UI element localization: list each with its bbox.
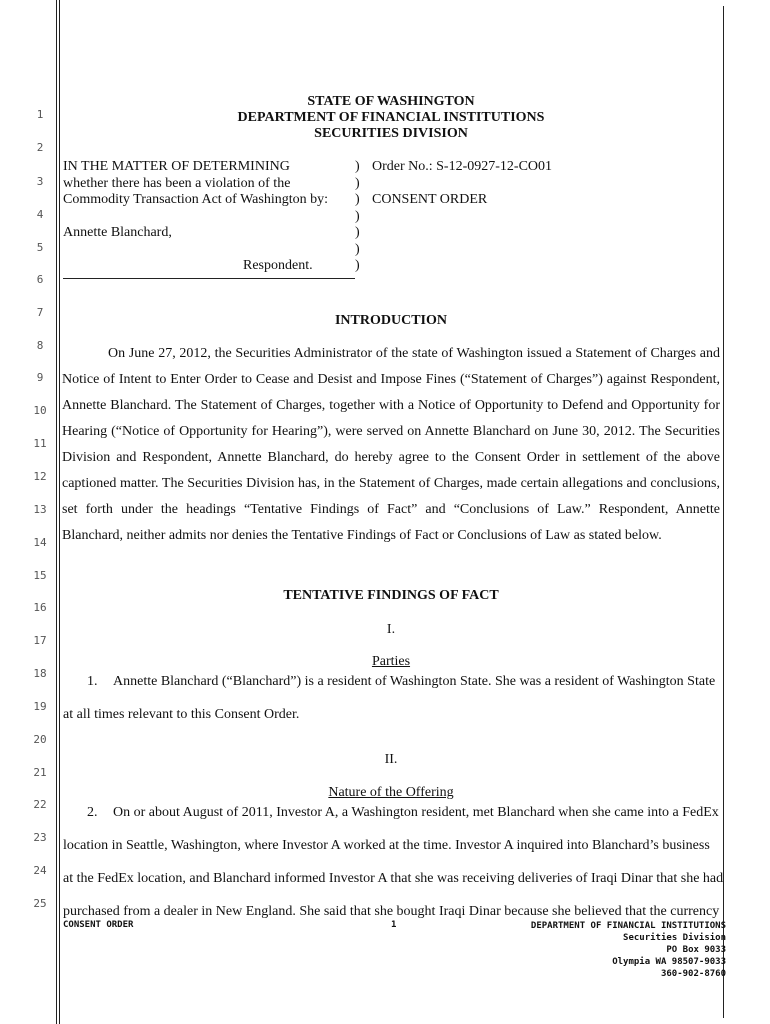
caption-respondent-label: Respondent. xyxy=(243,258,313,273)
line-number: 13 xyxy=(33,503,47,516)
footer-page-number: 1 xyxy=(391,920,397,930)
line-number: 11 xyxy=(33,437,47,450)
caption-matter-line: IN THE MATTER OF DETERMINING xyxy=(63,159,290,174)
paragraph-2-line: location in Seattle, Washington, where Investor A worked at the time. Investor A inquired into Blanchard’s business xyxy=(63,838,710,853)
line-number: 21 xyxy=(33,766,47,779)
section-1-title-text: Parties xyxy=(371,654,411,669)
line-number: 18 xyxy=(33,667,47,680)
footer-document-title: CONSENT ORDER xyxy=(63,920,134,930)
caption-matter-line: whether there has been a violation of the xyxy=(63,176,291,191)
introduction-heading: INTRODUCTION xyxy=(334,313,447,328)
section-2-title xyxy=(62,785,720,801)
header-department: DEPARTMENT OF FINANCIAL INSTITUTIONS xyxy=(237,110,545,125)
footer-address-line: Securities Division xyxy=(623,933,726,943)
caption-paren: ) xyxy=(355,159,360,174)
caption-paren: ) xyxy=(355,192,360,207)
footer-address-line: Olympia WA 98507-9033 xyxy=(612,957,726,967)
line-number: 23 xyxy=(33,831,47,844)
line-number: 1 xyxy=(36,108,44,121)
right-margin-line xyxy=(723,6,724,1018)
introduction-text: On June 27, 2012, the Securities Administrator of the state of Washington issued a Statement of Charges and Notice of Intent to Enter Order to Cease and Desist and Impose Fines (“Statement of Charges”) against Respondent, Annette Blanchard. The Statement of Charges, together with a Notice of Opportunity to Defend and Opportunity for Hearing (“Notice of Opportunity for Hearing”), were served on Annette Blanchard on June 30, 2012. The Securities Division and Respondent, Annette Blanchard, do hereby agree to the Consent Order in settlement of the above captioned matter. The Securities Division has, in the Statement of Charges, made certain allegations and conclusions, set forth under the headings “Tentative Findings of Fact” and “Conclusions of Law.” Respondent, Annette Blanchard, neither admits nor denies the Tentative Findings of Fact or Conclusions of Law as stated below. xyxy=(62,346,720,543)
caption-rule xyxy=(63,278,355,279)
line-number: 14 xyxy=(33,536,47,549)
left-margin-line-inner xyxy=(59,0,60,1024)
line-number: 20 xyxy=(33,733,47,746)
line-number: 25 xyxy=(33,897,47,910)
section-2-title-text: Nature of the Offering xyxy=(328,785,454,800)
line-number: 16 xyxy=(33,601,47,614)
introduction-paragraph xyxy=(62,341,720,549)
section-1-title xyxy=(62,654,720,670)
footer-address-line: 360-902-8760 xyxy=(660,969,726,979)
footer-address-line: DEPARTMENT OF FINANCIAL INSTITUTIONS xyxy=(530,921,726,931)
caption-paren: ) xyxy=(355,225,360,240)
header-state: STATE OF WASHINGTON xyxy=(307,94,475,109)
caption-paren: ) xyxy=(355,209,360,224)
line-number: 10 xyxy=(33,404,47,417)
caption-paren: ) xyxy=(355,258,360,273)
line-number: 4 xyxy=(36,208,44,221)
line-number: 15 xyxy=(33,569,47,582)
footer-address-line: PO Box 9033 xyxy=(666,945,726,955)
section-1-numeral: I. xyxy=(386,622,396,637)
caption-matter-line: Commodity Transaction Act of Washington by: xyxy=(63,192,329,207)
line-number: 24 xyxy=(33,864,47,877)
line-number: 19 xyxy=(33,700,47,713)
paragraph-1-number: 1. xyxy=(87,674,98,689)
line-number: 8 xyxy=(36,339,44,352)
order-title: CONSENT ORDER xyxy=(372,192,488,207)
paragraph-1-line: Annette Blanchard (“Blanchard”) is a resident of Washington State. She was a resident of Washington State xyxy=(113,674,716,689)
paragraph-2-number: 2. xyxy=(87,805,98,820)
paragraph-2-line: On or about August of 2011, Investor A, a Washington resident, met Blanchard when she came into a FedEx xyxy=(113,805,719,820)
caption-respondent-name: Annette Blanchard, xyxy=(63,225,172,240)
caption-paren: ) xyxy=(355,242,360,257)
paragraph-2-line: purchased from a dealer in New England. She said that she bought Iraqi Dinar because she believed that the currency xyxy=(63,904,720,919)
header-division: SECURITIES DIVISION xyxy=(314,126,468,141)
line-number: 17 xyxy=(33,634,47,647)
line-number: 7 xyxy=(36,306,44,319)
section-2-numeral: II. xyxy=(384,752,398,767)
footer-agency-address xyxy=(531,920,726,980)
caption-paren: ) xyxy=(355,176,360,191)
line-number: 6 xyxy=(36,273,44,286)
line-number: 2 xyxy=(36,141,44,154)
paragraph-1-line: at all times relevant to this Consent Order. xyxy=(63,707,300,722)
left-margin-line-outer xyxy=(56,0,57,1024)
line-number: 22 xyxy=(33,798,47,811)
order-number: Order No.: S-12-0927-12-CO01 xyxy=(372,159,553,174)
line-number: 3 xyxy=(36,175,44,188)
findings-heading: TENTATIVE FINDINGS OF FACT xyxy=(283,588,499,603)
paragraph-2-line: at the FedEx location, and Blanchard informed Investor A that she was receiving deliveries of Iraqi Dinar that she had xyxy=(63,871,724,886)
line-number: 9 xyxy=(36,371,44,384)
line-number: 12 xyxy=(33,470,47,483)
line-number: 5 xyxy=(36,241,44,254)
